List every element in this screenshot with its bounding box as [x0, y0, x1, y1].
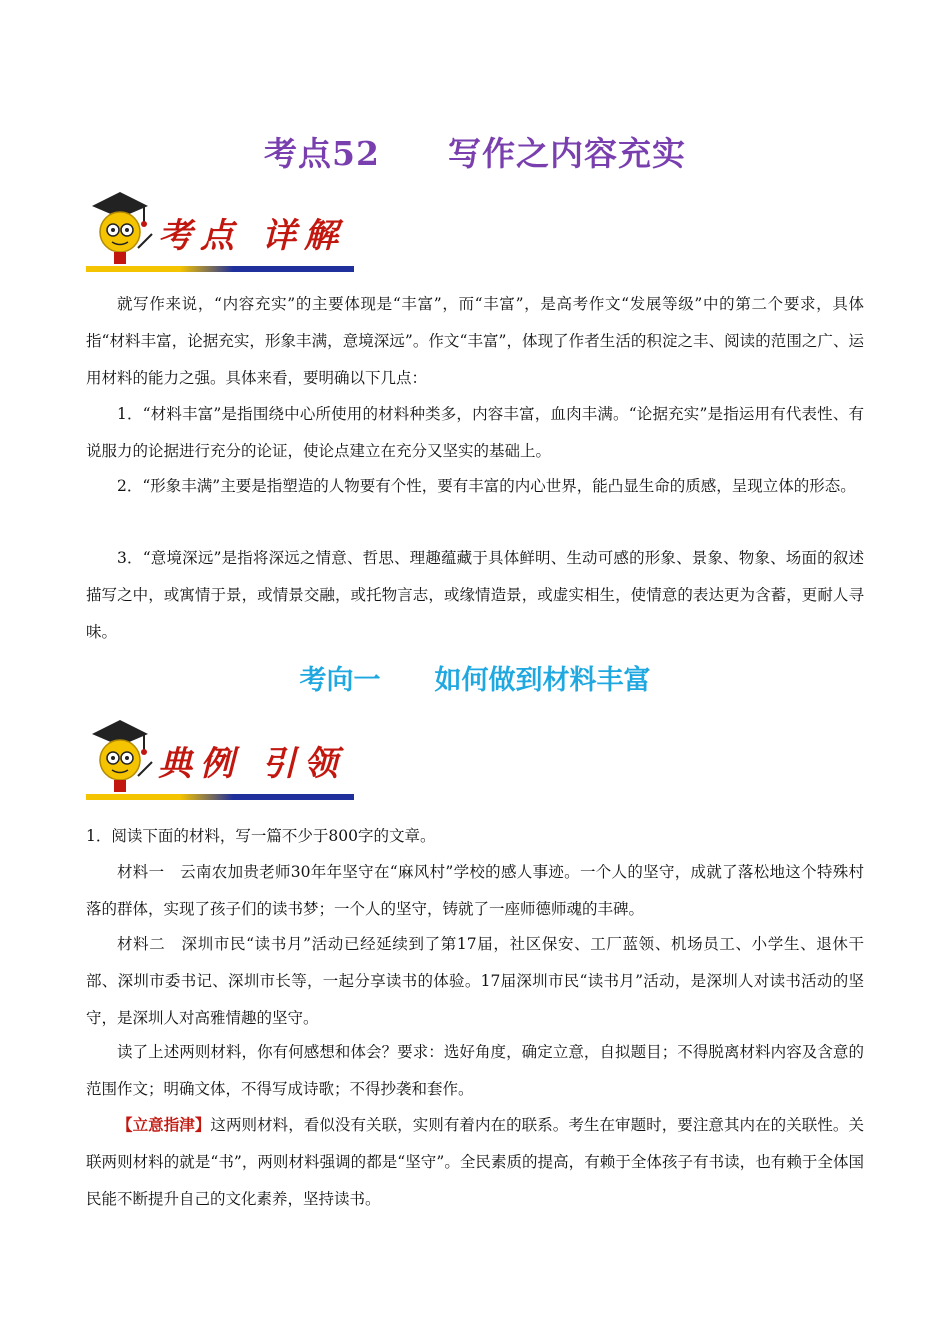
material-2: 材料二 深圳市民“读书月”活动已经延续到了第17届，社区保安、工厂蓝领、机场员工、小学生、退休干部、深圳市委书记、深圳市长等，一起分享读书的体验。17届深圳市民“读书月”活动，是深圳人对读书活动的坚守，是深圳人对高雅情趣的坚守。: [86, 935, 864, 1027]
guide-label: 【立意指津】: [117, 1115, 211, 1134]
point-2: 2．“形象丰满”主要是指塑造的人物要有个性，要有丰富的内心世界，能凸显生命的质感，呈现立体的形态。: [117, 477, 856, 495]
section-badge-detail: [86, 188, 356, 278]
badge-title: 考点 详解: [158, 216, 346, 256]
page-title: 考点52 写作之内容充实: [264, 134, 686, 173]
material-1: 材料一 云南农加贵老师30年年坚守在“麻风村”学校的感人事迹。一个人的坚守，成就了落松地这个特殊村落的群体，实现了孩子们的读书梦；一个人的坚守，铸就了一座师德师魂的丰碑。: [86, 863, 864, 918]
point-3: 3．“意境深远”是指将深远之情意、哲思、理趣蕴藏于具体鲜明、生动可感的形象、景象、物象、场面的叙述描写之中，或寓情于景，或情景交融，或托物言志，或缘情造景，或虚实相生，使情意的表达更为含蓄，更耐人寻味。: [86, 549, 864, 641]
scholar-mascot-icon: [86, 188, 166, 270]
intro-paragraph: 就写作来说，“内容充实”的主要体现是“丰富”，而“丰富”，是高考作文“发展等级”中的第二个要求，具体指“材料丰富，论据充实，形象丰满，意境深远”。作文“丰富”，体现了作者生活的积淀之丰、阅读的范围之广、运用材料的能力之强。具体来看，要明确以下几点：: [86, 295, 864, 387]
section-heading: 考向一 如何做到材料丰富: [299, 665, 651, 696]
guide-paragraph: [86, 1106, 864, 1218]
requirements: 读了上述两则材料，你有何感想和体会？要求：选好角度，确定立意，自拟题目；不得脱离材料内容及含意的范围作文；明确文体，不得写成诗歌；不得抄袭和套作。: [86, 1043, 864, 1098]
scholar-mascot-icon: [86, 716, 166, 798]
guide-text: 这两则材料，看似没有关联，实则有着内在的联系。考生在审题时，要注意其内在的关联性。关联两则材料的就是“书”，两则材料强调的都是“坚守”。全民素质的提高，有赖于全体孩子有书读，也有赖于全体国民能不断提升自己的文化素养，坚持读书。: [86, 1116, 864, 1208]
point-1: 1．“材料丰富”是指围绕中心所使用的材料种类多，内容丰富，血肉丰满。“论据充实”是指运用有代表性、有说服力的论据进行充分的论证，使论点建立在充分又坚实的基础上。: [86, 405, 864, 460]
badge-underline: [86, 266, 354, 272]
question-prompt: 1．阅读下面的材料，写一篇不少于800字的文章。: [86, 827, 436, 845]
section-badge-example: [86, 716, 356, 806]
badge-title: 典例 引领: [158, 744, 346, 784]
badge-underline: [86, 794, 354, 800]
